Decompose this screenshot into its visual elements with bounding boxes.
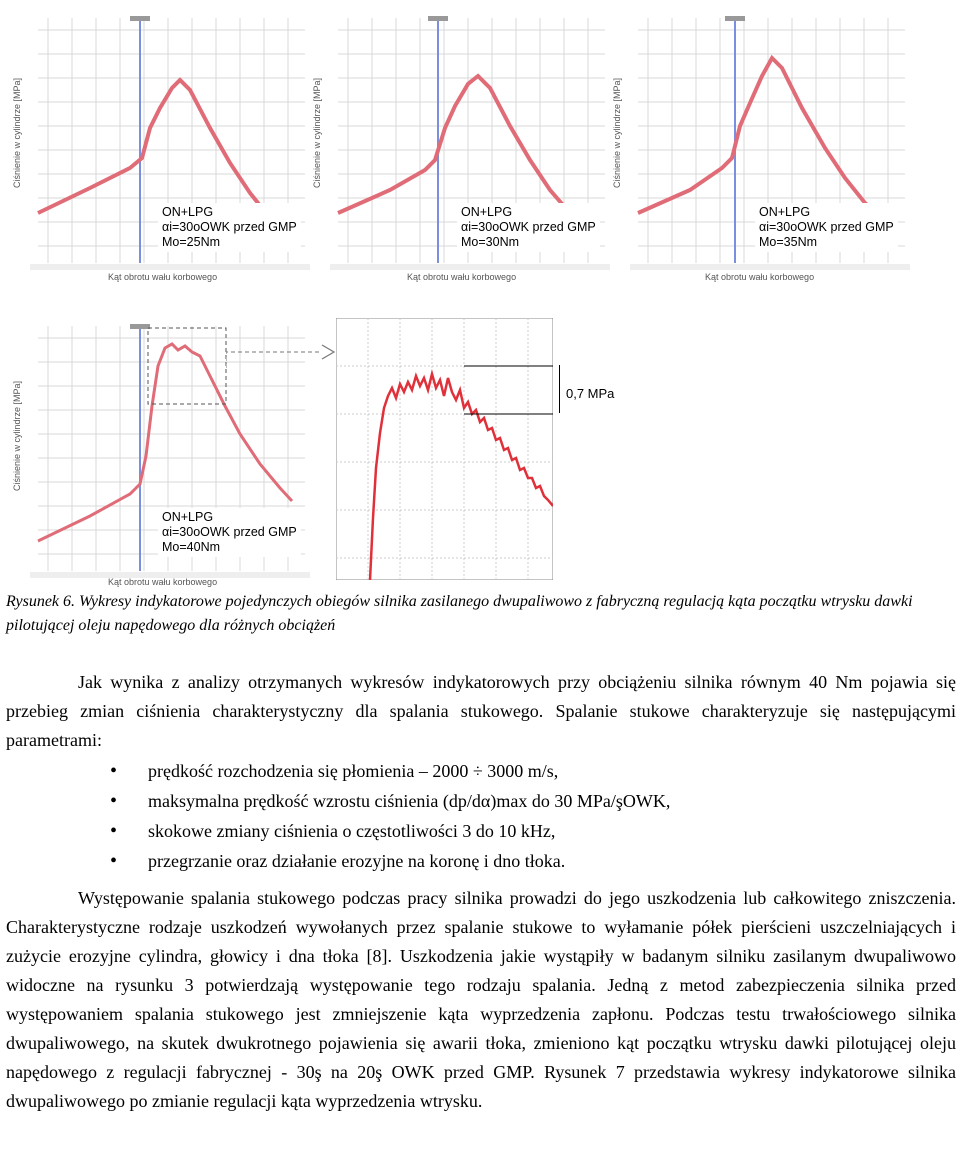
legend-fuel: ON+LPG [759, 205, 811, 219]
legend-fuel: ON+LPG [162, 205, 214, 219]
legend-25nm [158, 203, 301, 252]
legend-fuel: ON+LPG [461, 205, 513, 219]
x-axis-label: Kąt obrotu wału korbowego [108, 272, 218, 282]
legend-35nm [755, 203, 898, 252]
legend-load: Mo=40Nm [162, 540, 221, 554]
figure-caption: Rysunek 6. Wykresy indykatorowe pojedynczych obiegów silnika zasilanego dwupaliwowo z fabryczną regulacją kąta początku wtrysku dawki pilotującej oleju napędowego dla różnych obciążeń [6, 593, 913, 634]
legend-load: Mo=30Nm [461, 235, 520, 249]
legend-40nm [158, 508, 301, 557]
list-item: • skokowe zmiany ciśnienia o częstotliwości 3 do 10 kHz, [110, 816, 670, 846]
y-axis-label: Ciśnienie w cylindrze [MPa] [12, 380, 22, 491]
list-item: • przegrzanie oraz działanie erozyjne na koronę i dno tłoka. [110, 846, 670, 876]
legend-injection: αi=30oOWK przed GMP [162, 525, 297, 539]
legend-30nm [457, 203, 600, 252]
legend-injection: αi=30oOWK przed GMP [759, 220, 894, 234]
knock-parameters-list [110, 756, 670, 876]
y-axis-label: Ciśnienie w cylindrze [MPa] [612, 77, 622, 188]
legend-load: Mo=35Nm [759, 235, 818, 249]
y-axis-label: Ciśnienie w cylindrze [MPa] [312, 77, 322, 188]
legend-load: Mo=25Nm [162, 235, 221, 249]
paragraph-engine-damage: Występowanie spalania stukowego podczas pracy silnika prowadzi do jego uszkodzenia lub całkowitego zniszczenia. Charakterystyczne rodzaje uszkodzeń wywołanych przez spalanie stukowe to wyłamanie półek pierścieni uszczelniających i zużycie erozyjne cylindra, głowicy i dna tłoka [8]. Uszkodzenia jakie wystąpiły w badanym silniku zasilanym dwupaliwowo widoczne na rysunku 3 potwierdzają występowanie tego rodzaju spalania. Jedną z metod zabezpieczenia silnika przed występowaniem spalania stukowego jest zmniejszenie kąta wyprzedzenia zapłonu. Podczas testu trwałościowego silnika dwupaliwowego, na skutek dwukrotnego pojawienia się awarii tłoka, zmieniono kąt początku wtrysku dawki pilotującej oleju napędowego z regulacji fabrycznej - 30ş na 20ş OWK przed GMP. Rysunek 7 przedstawia wykresy indykatorowe silnika dwupaliwowego po zmianie regulacji kąta wyprzedzenia wtrysku. [6, 888, 956, 1111]
legend-fuel: ON+LPG [162, 510, 214, 524]
x-axis-label: Kąt obrotu wału korbowego [108, 577, 218, 587]
legend-injection: αi=30oOWK przed GMP [461, 220, 596, 234]
zoom-scale-label: 0,7 MPa [566, 386, 615, 401]
x-axis-label: Kąt obrotu wału korbowego [407, 272, 517, 282]
list-item: • maksymalna prędkość wzrostu ciśnienia (dp/dα)max do 30 MPa/şOWK, [110, 786, 670, 816]
list-item: • prędkość rozchodzenia się płomienia – 2000 ÷ 3000 m/s, [110, 756, 670, 786]
zoom-arrow [226, 340, 341, 370]
paragraph-knock-analysis: Jak wynika z analizy otrzymanych wykresów indykatorowych przy obciążeniu silnika równym 40 Nm pojawia się przebieg zmian ciśnienia charakterystyczny dla spalania stukowego. Spalanie stukowe charakteryzuje się następującymi parametrami: [6, 672, 956, 750]
zoom-plot [336, 318, 553, 580]
y-axis-label: Ciśnienie w cylindrze [MPa] [12, 77, 22, 188]
zoom-bracket [553, 365, 560, 413]
legend-injection: αi=30oOWK przed GMP [162, 220, 297, 234]
x-axis-label: Kąt obrotu wału korbowego [705, 272, 815, 282]
zoomed-knock-chart [336, 318, 553, 580]
